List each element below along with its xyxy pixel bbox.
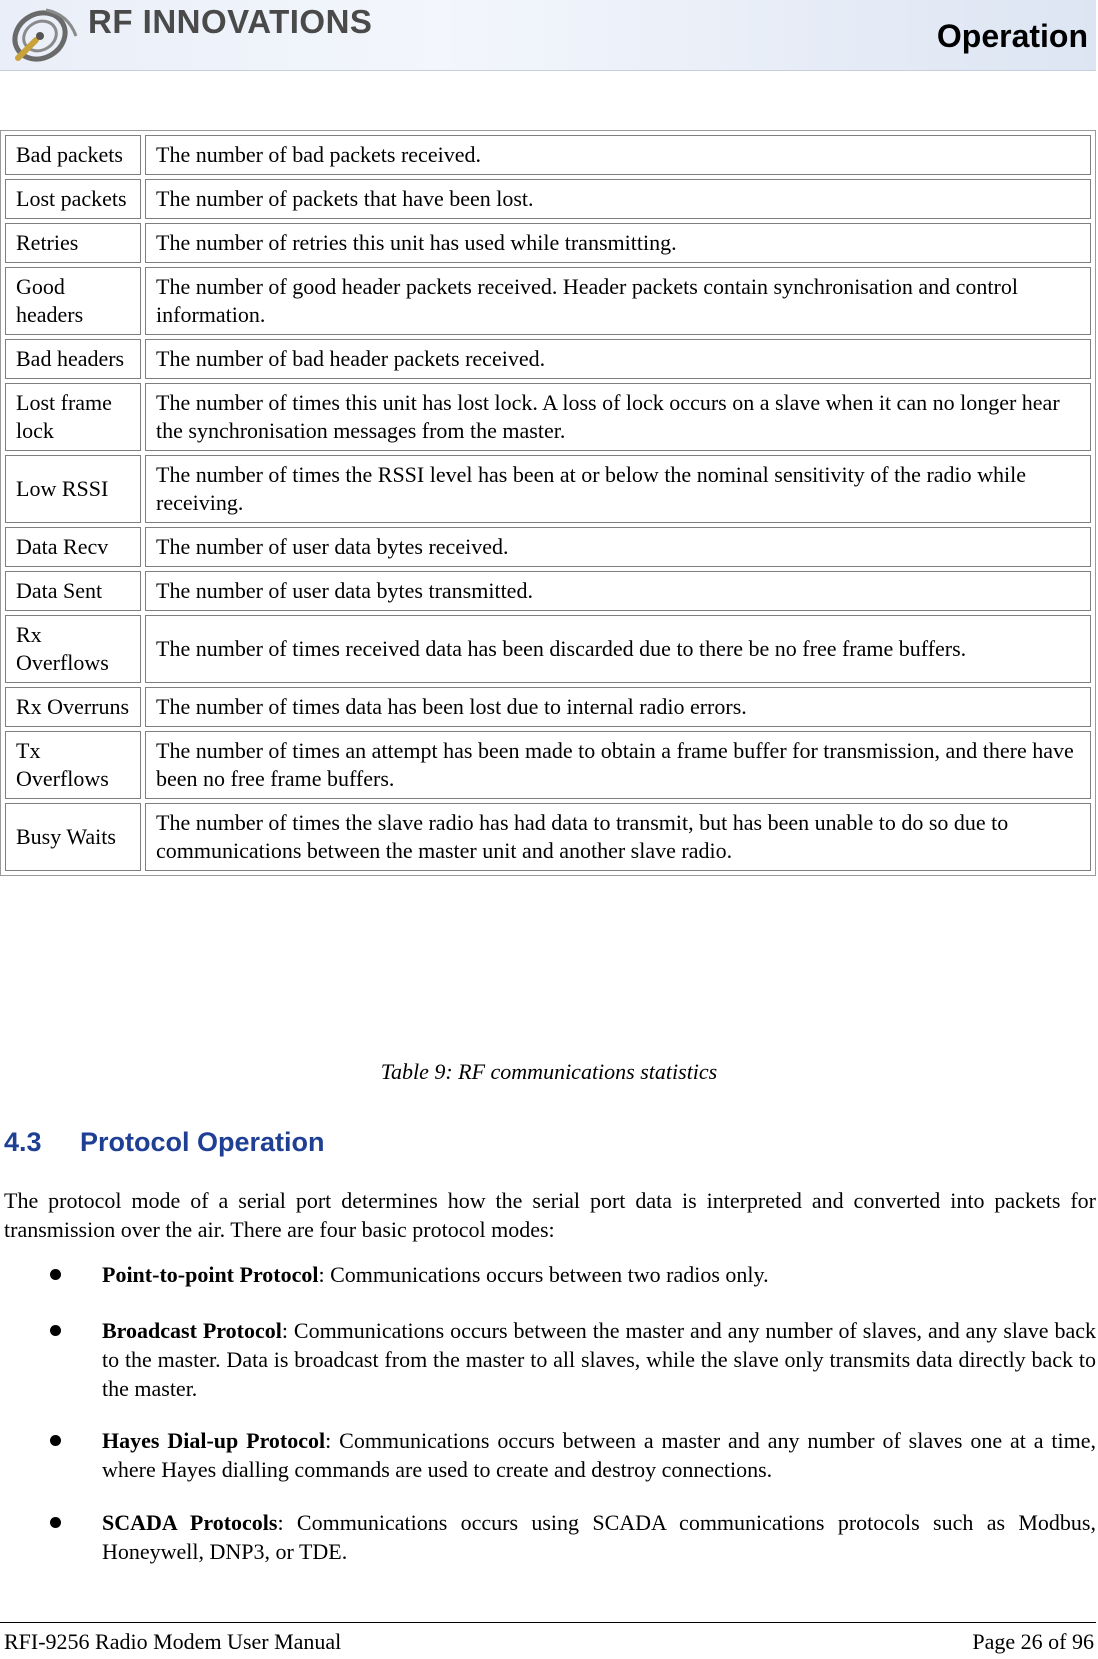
bullet-text: : Communications occurs using SCADA communications protocols such as Modbus, Honeywell, DNP3, or TDE.	[102, 1510, 1096, 1564]
table-row	[5, 383, 1091, 451]
statistic-description: The number of bad packets received.	[145, 135, 1091, 175]
statistic-name: Rx Overflows	[5, 615, 141, 683]
bullet-title: Broadcast Protocol	[102, 1318, 282, 1343]
section-title: Protocol Operation	[80, 1127, 325, 1157]
table-row	[5, 615, 1091, 683]
statistic-description: The number of bad header packets received.	[145, 339, 1091, 379]
statistic-description: The number of user data bytes received.	[145, 527, 1091, 567]
statistic-description: The number of times data has been lost due to internal radio errors.	[145, 687, 1091, 727]
page-header	[0, 0, 1096, 71]
bullet-text: : Communications occurs between two radios only.	[318, 1262, 769, 1287]
statistic-name: Data Sent	[5, 571, 141, 611]
statistic-description: The number of times this unit has lost lock. A loss of lock occurs on a slave when it can no longer hear the synchronisation messages from the master.	[145, 383, 1091, 451]
statistic-name: Retries	[5, 223, 141, 263]
statistic-name: Low RSSI	[5, 455, 141, 523]
statistic-name: Good headers	[5, 267, 141, 335]
section-label: Operation	[936, 18, 1088, 54]
statistic-description: The number of retries this unit has used while transmitting.	[145, 223, 1091, 263]
statistic-description: The number of user data bytes transmitted.	[145, 571, 1091, 611]
table-row	[5, 455, 1091, 523]
bullet-icon	[50, 1269, 61, 1280]
statistic-name: Busy Waits	[5, 803, 141, 871]
table-caption: Table 9: RF communications statistics	[380, 1059, 718, 1084]
statistic-name: Lost packets	[5, 179, 141, 219]
satellite-dish-logo-icon	[6, 2, 86, 66]
bullet-icon	[50, 1325, 61, 1336]
bullet-title: Point-to-point Protocol	[102, 1262, 319, 1287]
bullet-text: : Communications occurs between the master and any number of slaves, and any slave back to the master. Data is broadcast from the master to all slaves, while the slave only transmits data directly back to the master.	[102, 1318, 1096, 1401]
intro-paragraph: The protocol mode of a serial port determines how the serial port data is interpreted and converted into packets for transmission over the air. There are four basic protocol modes:	[4, 1188, 1096, 1242]
table-row	[5, 527, 1091, 567]
statistic-name: Bad headers	[5, 339, 141, 379]
section-heading	[4, 1125, 325, 1159]
table-row	[5, 731, 1091, 799]
statistic-name: Rx Overruns	[5, 687, 141, 727]
bullet-text: : Communications occurs between a master and any number of slaves one at a time, where Hayes dialling commands are used to create and destroy connections.	[102, 1428, 1096, 1482]
statistic-description: The number of good header packets received. Header packets contain synchronisation and control information.	[145, 267, 1091, 335]
table-row	[5, 687, 1091, 727]
statistic-name: Tx Overflows	[5, 731, 141, 799]
table-row	[5, 267, 1091, 335]
statistic-name: Bad packets	[5, 135, 141, 175]
footer-divider	[0, 1622, 1096, 1623]
table-row	[5, 803, 1091, 871]
section-number: 4.3	[4, 1127, 42, 1157]
statistic-description: The number of times received data has been discarded due to there be no free frame buffers.	[145, 615, 1091, 683]
statistic-description: The number of times an attempt has been made to obtain a frame buffer for transmission, and there have been no free frame buffers.	[145, 731, 1091, 799]
table-row	[5, 339, 1091, 379]
statistic-description: The number of times the slave radio has had data to transmit, but has been unable to do so due to communications between the master unit and another slave radio.	[145, 803, 1091, 871]
table-row	[5, 179, 1091, 219]
statistic-description: The number of packets that have been lost.	[145, 179, 1091, 219]
bullet-icon	[50, 1435, 61, 1446]
rf-statistics-table	[0, 130, 1096, 876]
table-row	[5, 571, 1091, 611]
brand-name: RF INNOVATIONS	[88, 3, 373, 40]
table-row	[5, 223, 1091, 263]
statistic-name: Lost frame lock	[5, 383, 141, 451]
bullet-title: SCADA Protocols	[102, 1510, 278, 1535]
footer-document-title: RFI-9256 Radio Modem User Manual	[4, 1629, 342, 1654]
bullet-title: Hayes Dial-up Protocol	[102, 1428, 326, 1453]
table-row	[5, 135, 1091, 175]
footer-page-number: Page 26 of 96	[972, 1629, 1094, 1654]
statistic-name: Data Recv	[5, 527, 141, 567]
statistic-description: The number of times the RSSI level has been at or below the nominal sensitivity of the radio while receiving.	[145, 455, 1091, 523]
bullet-icon	[50, 1517, 61, 1528]
